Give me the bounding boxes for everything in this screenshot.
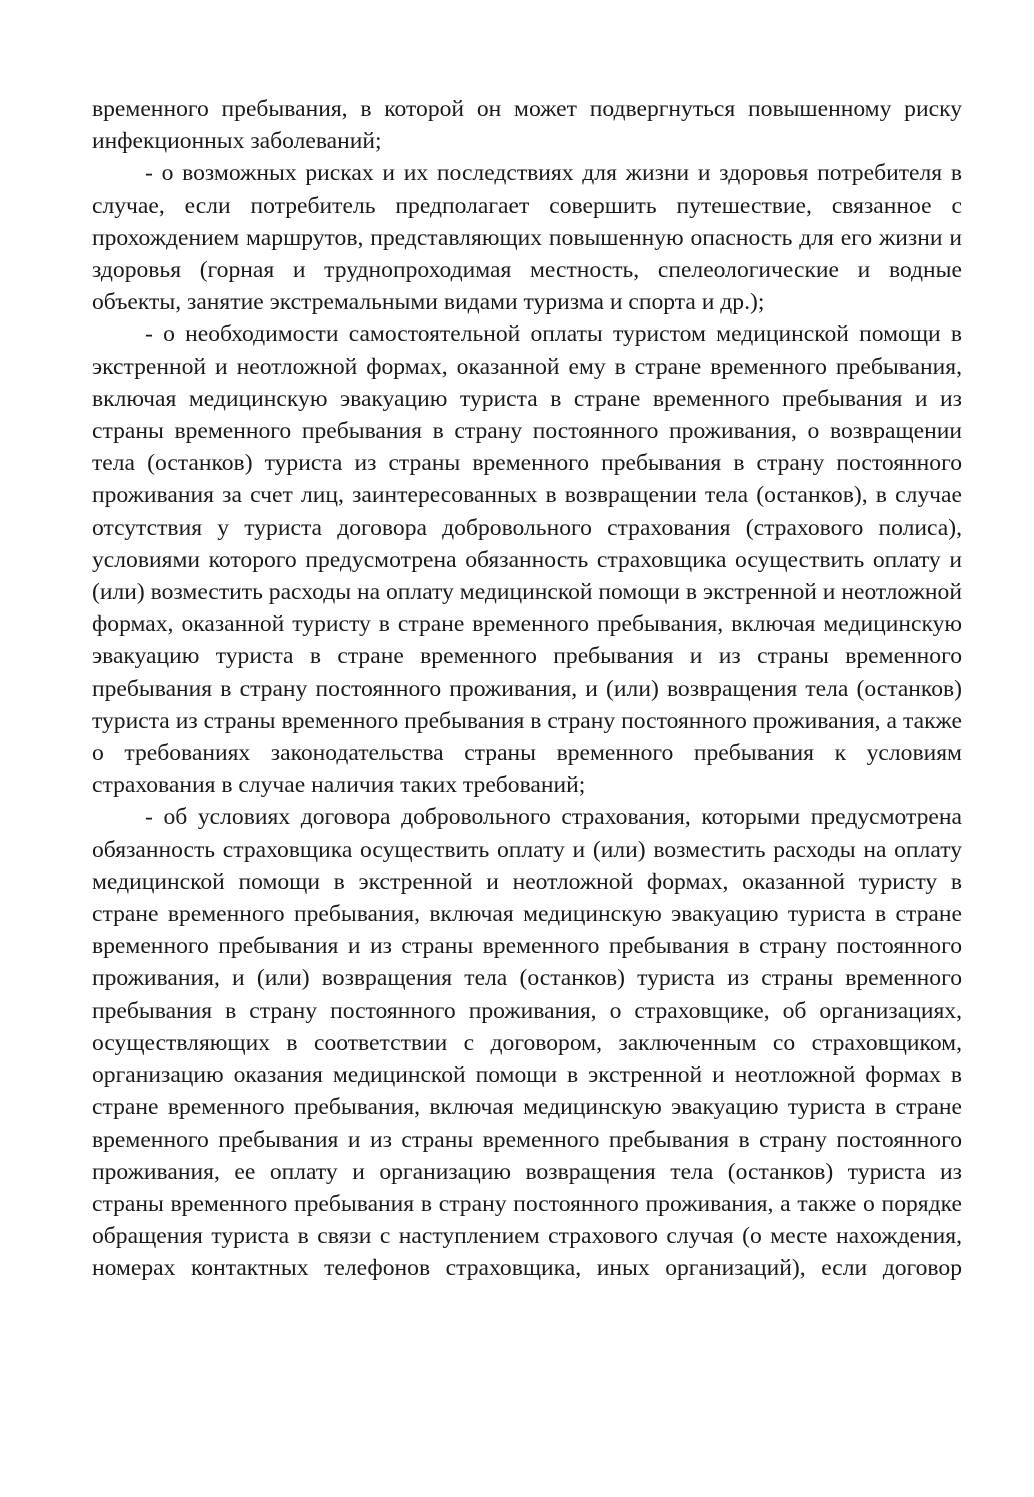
- paragraph-medical-payment: - о необходимости самостоятельной оплаты туристом медицинской помощи в экстренной и неотложной формах, оказанной ему в стране временного пребывания, включая медицинскую эвакуацию туриста в стране временного пребывания и из страны временного пребывания в страну постоянного проживания, о возвращении тела (останков) туриста из страны временного пребывания в страну постоянного проживания за счет лиц, заинтересованных в возвращении тела (останков), в случае отсутствия у туриста договора добровольного страхования (страхового полиса), условиями которого предусмотрена обязанность страховщика осуществить оплату и (или) возместить расходы на оплату медицинской помощи в экстренной и неотложной формах, оказанной туристу в стране временного пребывания, включая медицинскую эвакуацию туриста в стране временного пребывания и из страны временного пребывания в страну постоянного проживания, и (или) возвращения тела (останков) туриста из страны временного пребывания в страну постоянного проживания, а также о требованиях законодательства страны временного пребывания к условиям страхования в случае наличия таких требований;: [92, 321, 962, 799]
- document-page: [92, 93, 962, 1285]
- paragraph-continuation: временного пребывания, в которой он может подвергнуться повышенному риску инфекционных заболеваний;: [92, 96, 962, 155]
- paragraph-insurance-terms: - об условиях договора добровольного страхования, которыми предусмотрена обязанность страховщика осуществить оплату и (или) возместить расходы на оплату медицинской помощи в экстренной и неотложной формах, оказанной туристу в стране временного пребывания, включая медицинскую эвакуацию туриста в стране временного пребывания и из страны временного пребывания в страну постоянного проживания, и (или) возвращения тела (останков) туриста из страны временного пребывания в страну постоянного проживания, о страховщике, об организациях, осуществляющих в соответствии с договором, заключенным со страховщиком, организацию оказания медицинской помощи в экстренной и неотложной формах в стране временного пребывания, включая медицинскую эвакуацию туриста в стране временного пребывания и из страны временного пребывания в страну постоянного проживания, ее оплату и организацию возвращения тела (останков) туриста из страны временного пребывания в страну постоянного проживания, а также о порядке обращения туриста в связи с наступлением страхового случая (о месте нахождения, номерах контактных телефонов страховщика, иных организаций), если договор: [92, 804, 962, 1282]
- paragraph-risks: - о возможных рисках и их последствиях для жизни и здоровья потребителя в случае, если потребитель предполагает совершить путешествие, связанное с прохождением маршрутов, представляющих повышенную опасность для его жизни и здоровья (горная и труднопроходимая местность, спелеологические и водные объекты, занятие экстремальными видами туризма и спорта и др.);: [92, 160, 962, 316]
